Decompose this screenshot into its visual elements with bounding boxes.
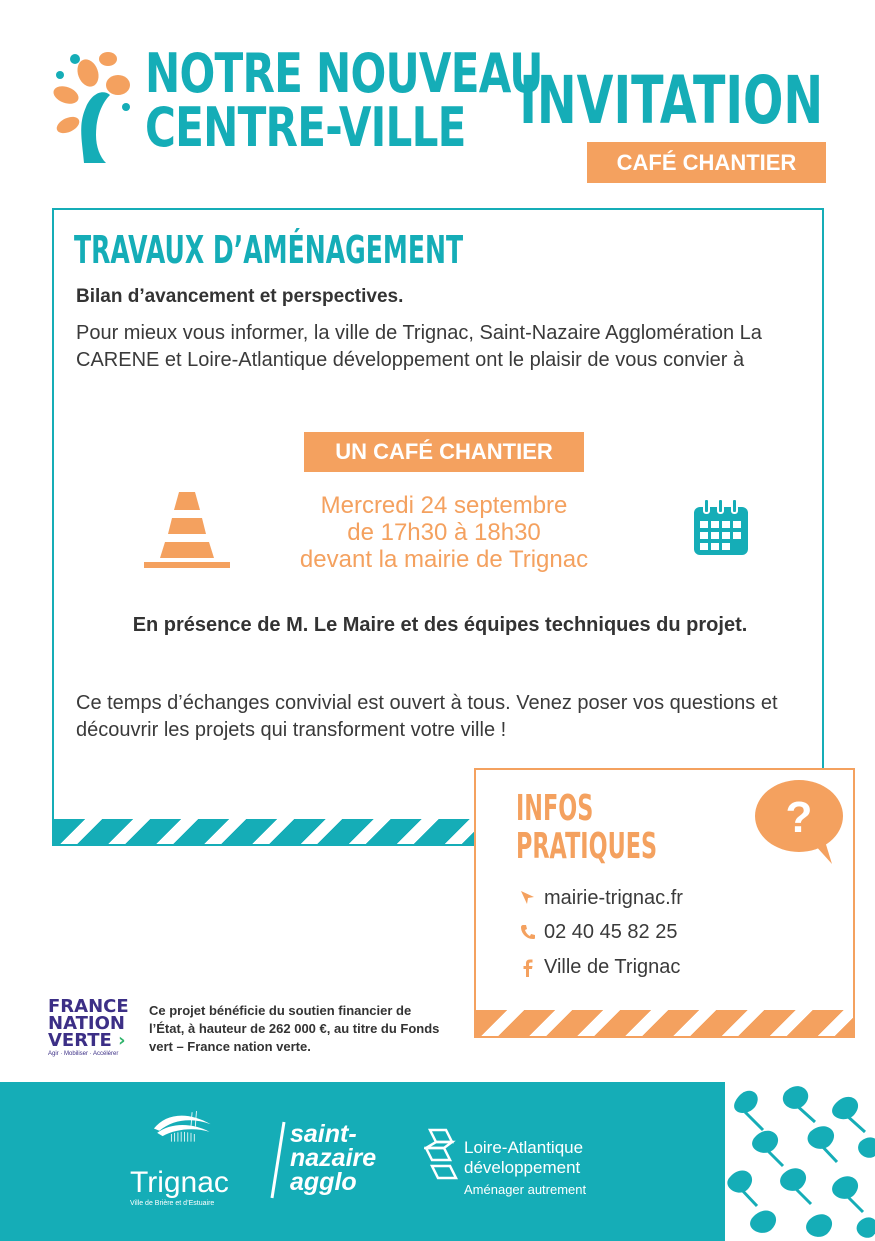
facebook-icon [520,959,536,977]
loire-atlantique-mark-icon [424,1128,458,1186]
trignac-logo-icon [120,1110,250,1170]
orange-stripe-band [476,1010,853,1036]
phone-icon [520,924,536,940]
phone-text: 02 40 45 82 25 [544,921,678,943]
traffic-cone-icon [142,490,232,570]
event-date: Mercredi 24 septembre [320,492,568,519]
saint-nazaire-slash-icon [268,1120,288,1200]
cafe-chantier-badge: CAFÉ CHANTIER [587,142,826,183]
website-text: mairie-trignac.fr [544,887,683,909]
section-title: TRAVAUX D’AMÉNAGEMENT [74,228,464,272]
question-bubble-icon [752,776,846,866]
france-nation-verte-logo: FRANCE NATION VERTE › Agir · Mobiliser · Accélérer [48,996,129,1057]
event-badge: UN CAFÉ CHANTIER [304,432,584,472]
cursor-icon [520,890,536,906]
question-mark: ? [785,793,813,842]
trignac-subtitle: Ville de Brière et d’Estuaire [130,1200,215,1207]
infos-title: INFOS PRATIQUES [516,788,658,867]
calendar-icon [690,497,752,559]
trignac-name: Trignac [130,1166,229,1199]
event-place: devant la mairie de Trignac [299,546,589,573]
centre-ville-logo-icon [48,45,133,165]
intro-text: Pour mieux vous informer, la ville de Trignac, Saint-Nazaire Agglomération La CARENE et Loire-Atlantique développement ont le plaisir de vous convier à [76,322,762,371]
loire-atlantique-tagline: Aménager autrement [464,1182,587,1197]
website-link[interactable] [544,886,683,910]
invitation-heading: INVITATION [519,62,823,139]
funding-note: Ce projet bénéficie du soutien financier de l’État, à hauteur de 262 000 €, au titre du Fonds vert – France nation verte. [149,1003,440,1054]
phone-link[interactable] [544,920,677,944]
facebook-text: Ville de Trignac [544,956,681,978]
infos-pratiques-box [474,768,855,1038]
brand-title: NOTRE NOUVEAU CENTRE-VILLE [145,42,543,159]
saint-nazaire-agglo-logo: saint- nazaire agglo [290,1120,377,1196]
facebook-link[interactable] [544,955,680,979]
outro-text: Ce temps d’échanges convivial est ouvert à tous. Venez poser vos questions et découvrir les projets qui transforment votre ville ! [76,692,778,741]
loire-atlantique-logo: Loire-Atlantique développement [464,1138,584,1177]
event-details [254,492,634,573]
event-time: de 17h30 à 18h30 [347,519,541,546]
main-content-box [52,208,824,846]
leaf-pattern [725,1082,875,1241]
presence-note: En présence de M. Le Maire et des équipes techniques du projet. [132,614,748,636]
subtitle: Bilan d’avancement et perspectives. [76,286,404,307]
